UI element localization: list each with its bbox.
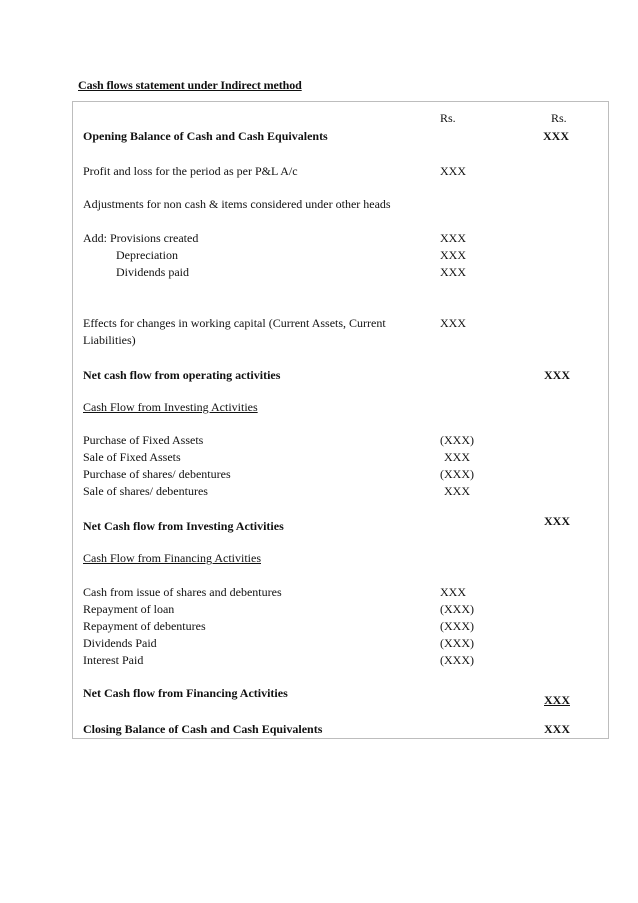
investing-item-value: XXX [444,484,470,498]
investing-item-label: Purchase of shares/ debentures [83,467,231,481]
opening-balance-value: XXX [543,129,569,143]
investing-item-label: Sale of shares/ debentures [83,484,208,498]
financing-item-value: (XXX) [440,653,474,667]
working-capital-value: XXX [440,316,466,330]
add-item-value: XXX [440,231,466,245]
financing-item-label: Cash from issue of shares and debentures [83,585,282,599]
investing-item-label: Purchase of Fixed Assets [83,433,204,447]
net-investing-label: Net Cash flow from Investing Activities [83,519,284,533]
add-item-label: Dividends paid [116,265,189,279]
financing-item-value: XXX [440,585,466,599]
financing-item-value: (XXX) [440,619,474,633]
column-header-rs-2: Rs. [551,111,567,125]
investing-item-value: (XXX) [440,433,474,447]
net-financing-label: Net Cash flow from Financing Activities [83,686,288,700]
investing-item-label: Sale of Fixed Assets [83,450,181,464]
add-item-value: XXX [440,265,466,279]
investing-item-value: (XXX) [440,467,474,481]
financing-item-value: (XXX) [440,602,474,616]
working-capital-label: Effects for changes in working capital (Current Assets, Current Liabilities) [83,316,386,347]
investing-heading: Cash Flow from Investing Activities [83,400,258,414]
financing-item-label: Repayment of debentures [83,619,206,633]
add-item-label: Depreciation [116,248,178,262]
profit-label: Profit and loss for the period as per P&L A/c [83,164,298,178]
add-item-label: Add: Provisions created [83,231,199,245]
net-operating-label: Net cash flow from operating activities [83,368,281,382]
closing-balance-value: XXX [544,722,570,736]
financing-heading: Cash Flow from Financing Activities [83,551,261,565]
net-financing-value: XXX [544,693,570,707]
financing-item-value: (XXX) [440,636,474,650]
column-header-rs-1: Rs. [440,111,456,125]
net-operating-value: XXX [544,368,570,382]
page-title: Cash flows statement under Indirect method [78,78,302,92]
add-item-value: XXX [440,248,466,262]
net-investing-value: XXX [544,514,570,528]
profit-value: XXX [440,164,466,178]
investing-item-value: XXX [444,450,470,464]
closing-balance-label: Closing Balance of Cash and Cash Equivalents [83,722,323,736]
adjustments-label: Adjustments for non cash & items considered under other heads [83,197,391,211]
financing-item-label: Repayment of loan [83,602,175,616]
financing-item-label: Interest Paid [83,653,144,667]
financing-item-label: Dividends Paid [83,636,157,650]
opening-balance-label: Opening Balance of Cash and Cash Equivalents [83,129,328,143]
